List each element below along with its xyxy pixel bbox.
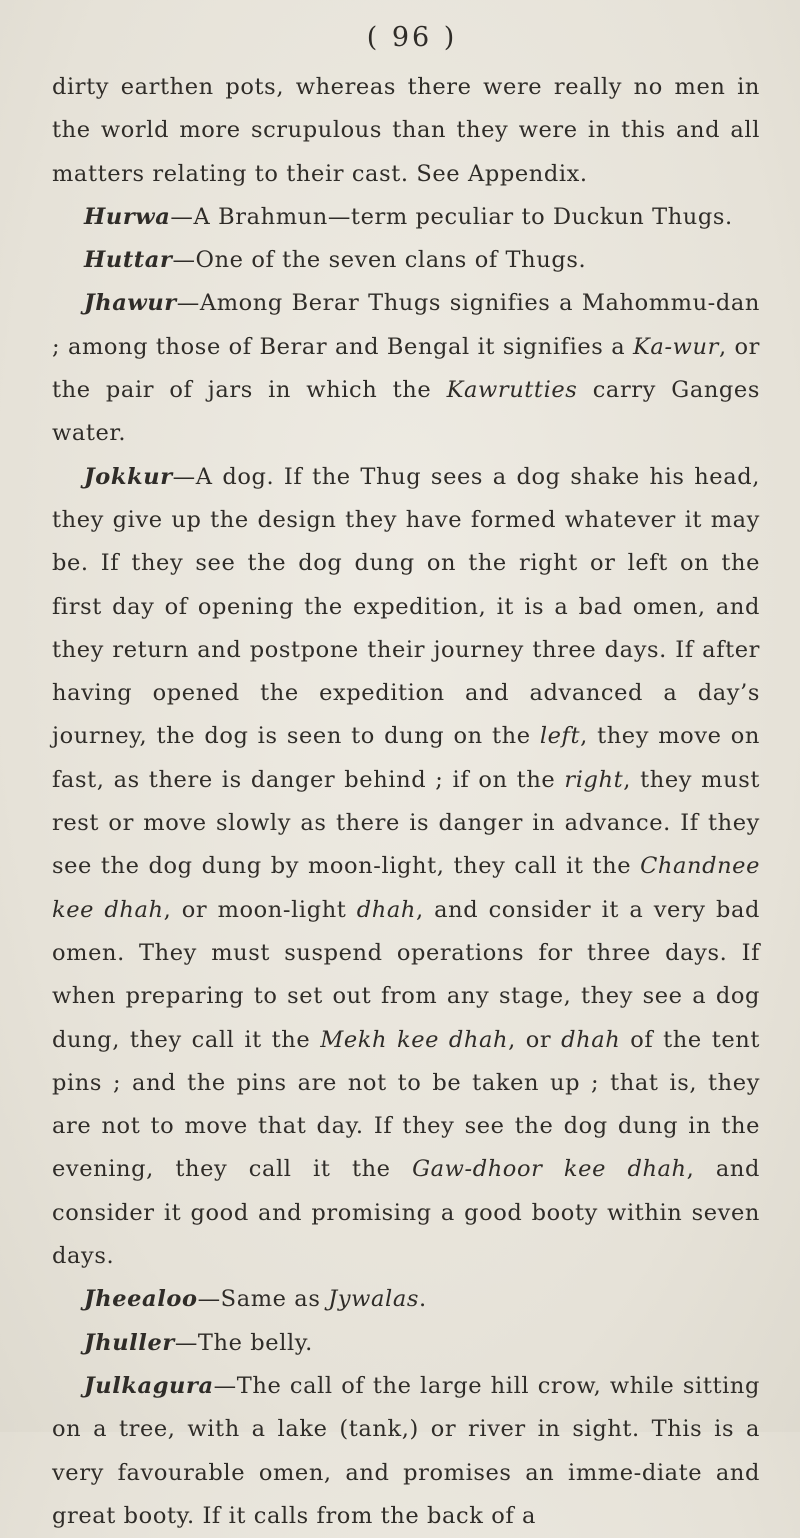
body-text: , or moon-light — [163, 896, 357, 923]
glossary-entry — [52, 1322, 760, 1365]
italic-text: dhah — [561, 1026, 621, 1053]
glossary-entry — [52, 196, 760, 239]
body-text: , and consider it a very bad omen. They must suspend operations for three days. If when preparing to set out from any stage, they see a dog dung, they call it the — [52, 896, 760, 1053]
italic-text: left — [539, 723, 581, 750]
body-text: , or — [508, 1026, 562, 1053]
italic-text: Mekh kee dhah — [320, 1026, 509, 1053]
body-text: —The call of the large hill crow, while sitting on a tree, with a lake (tank,) or river in sight. This is a very favourable omen, and promises an imme-diate and great booty. If it calls from the back of a — [52, 1372, 760, 1529]
italic-text: Kawrutties — [446, 377, 578, 404]
body-text: , they move on fast, as there is danger behind ; if on the — [52, 723, 760, 793]
entry-term: Jokkur — [84, 463, 173, 490]
body-text: , and consider it good and promising a good booty within seven days. — [52, 1156, 760, 1270]
entry-term: Huttar — [84, 247, 173, 274]
body-text: —A Brahmun—term peculiar to Duckun Thugs. — [170, 203, 733, 230]
continued-paragraph — [52, 66, 760, 196]
entry-term: Jhuller — [84, 1329, 175, 1356]
book-page — [52, 10, 760, 1538]
italic-text: Ka-wur — [633, 333, 719, 360]
body-text: dirty earthen pots, whereas there were really no men in the world more scrupulous than they were in this and all matters relating to their cast. See Appendix. — [52, 74, 760, 187]
entry-term: Hurwa — [84, 203, 171, 230]
italic-text: Jywalas — [328, 1286, 419, 1313]
body-text: , they must rest or move slowly as there is danger in advance. If they see the dog dung by moon-light, they call it the — [52, 766, 760, 880]
body-text: —One of the seven clans of Thugs. — [172, 247, 587, 274]
entry-term: Julkagura — [84, 1372, 214, 1399]
glossary-entry — [52, 456, 760, 1279]
page-text — [52, 66, 760, 1538]
body-text: . — [419, 1286, 427, 1313]
body-text: —Same as — [197, 1286, 329, 1313]
italic-text: Gaw-dhoor kee dhah — [412, 1156, 687, 1183]
page-number: ( 96 ) — [366, 22, 458, 53]
italic-text: Chandnee kee dhah — [52, 853, 760, 923]
entry-term: Jhawur — [84, 290, 177, 317]
body-text: —The belly. — [174, 1329, 313, 1356]
entry-term: Jheealoo — [84, 1286, 198, 1313]
body-text: of the tent pins ; and the pins are not to be taken up ; that is, they are not to move that day. If they see the dog dung in the evening, they call it the — [52, 1026, 760, 1183]
body-text: —Among Berar Thugs signifies a Mahommu-dan ; among those of Berar and Bengal it signifies a — [52, 290, 760, 360]
body-text: , or the pair of jars in which the — [52, 333, 760, 404]
glossary-entry — [52, 1278, 760, 1321]
italic-text: right — [564, 766, 624, 793]
body-text: carry Ganges water. — [52, 377, 760, 447]
glossary-entry — [52, 239, 760, 282]
glossary-entry — [52, 282, 760, 455]
body-text: —A dog. If the Thug sees a dog shake his head, they give up the design they have formed whatever it may be. If they see the dog dung on the right or left on the first day of opening the expedition, it is a bad omen, and they return and postpone their journey three days. If after having opened the expedition and advanced a day’s journey, the dog is seen to dung on the — [52, 463, 760, 750]
glossary-entry — [52, 1365, 760, 1538]
italic-text: dhah — [356, 896, 416, 923]
